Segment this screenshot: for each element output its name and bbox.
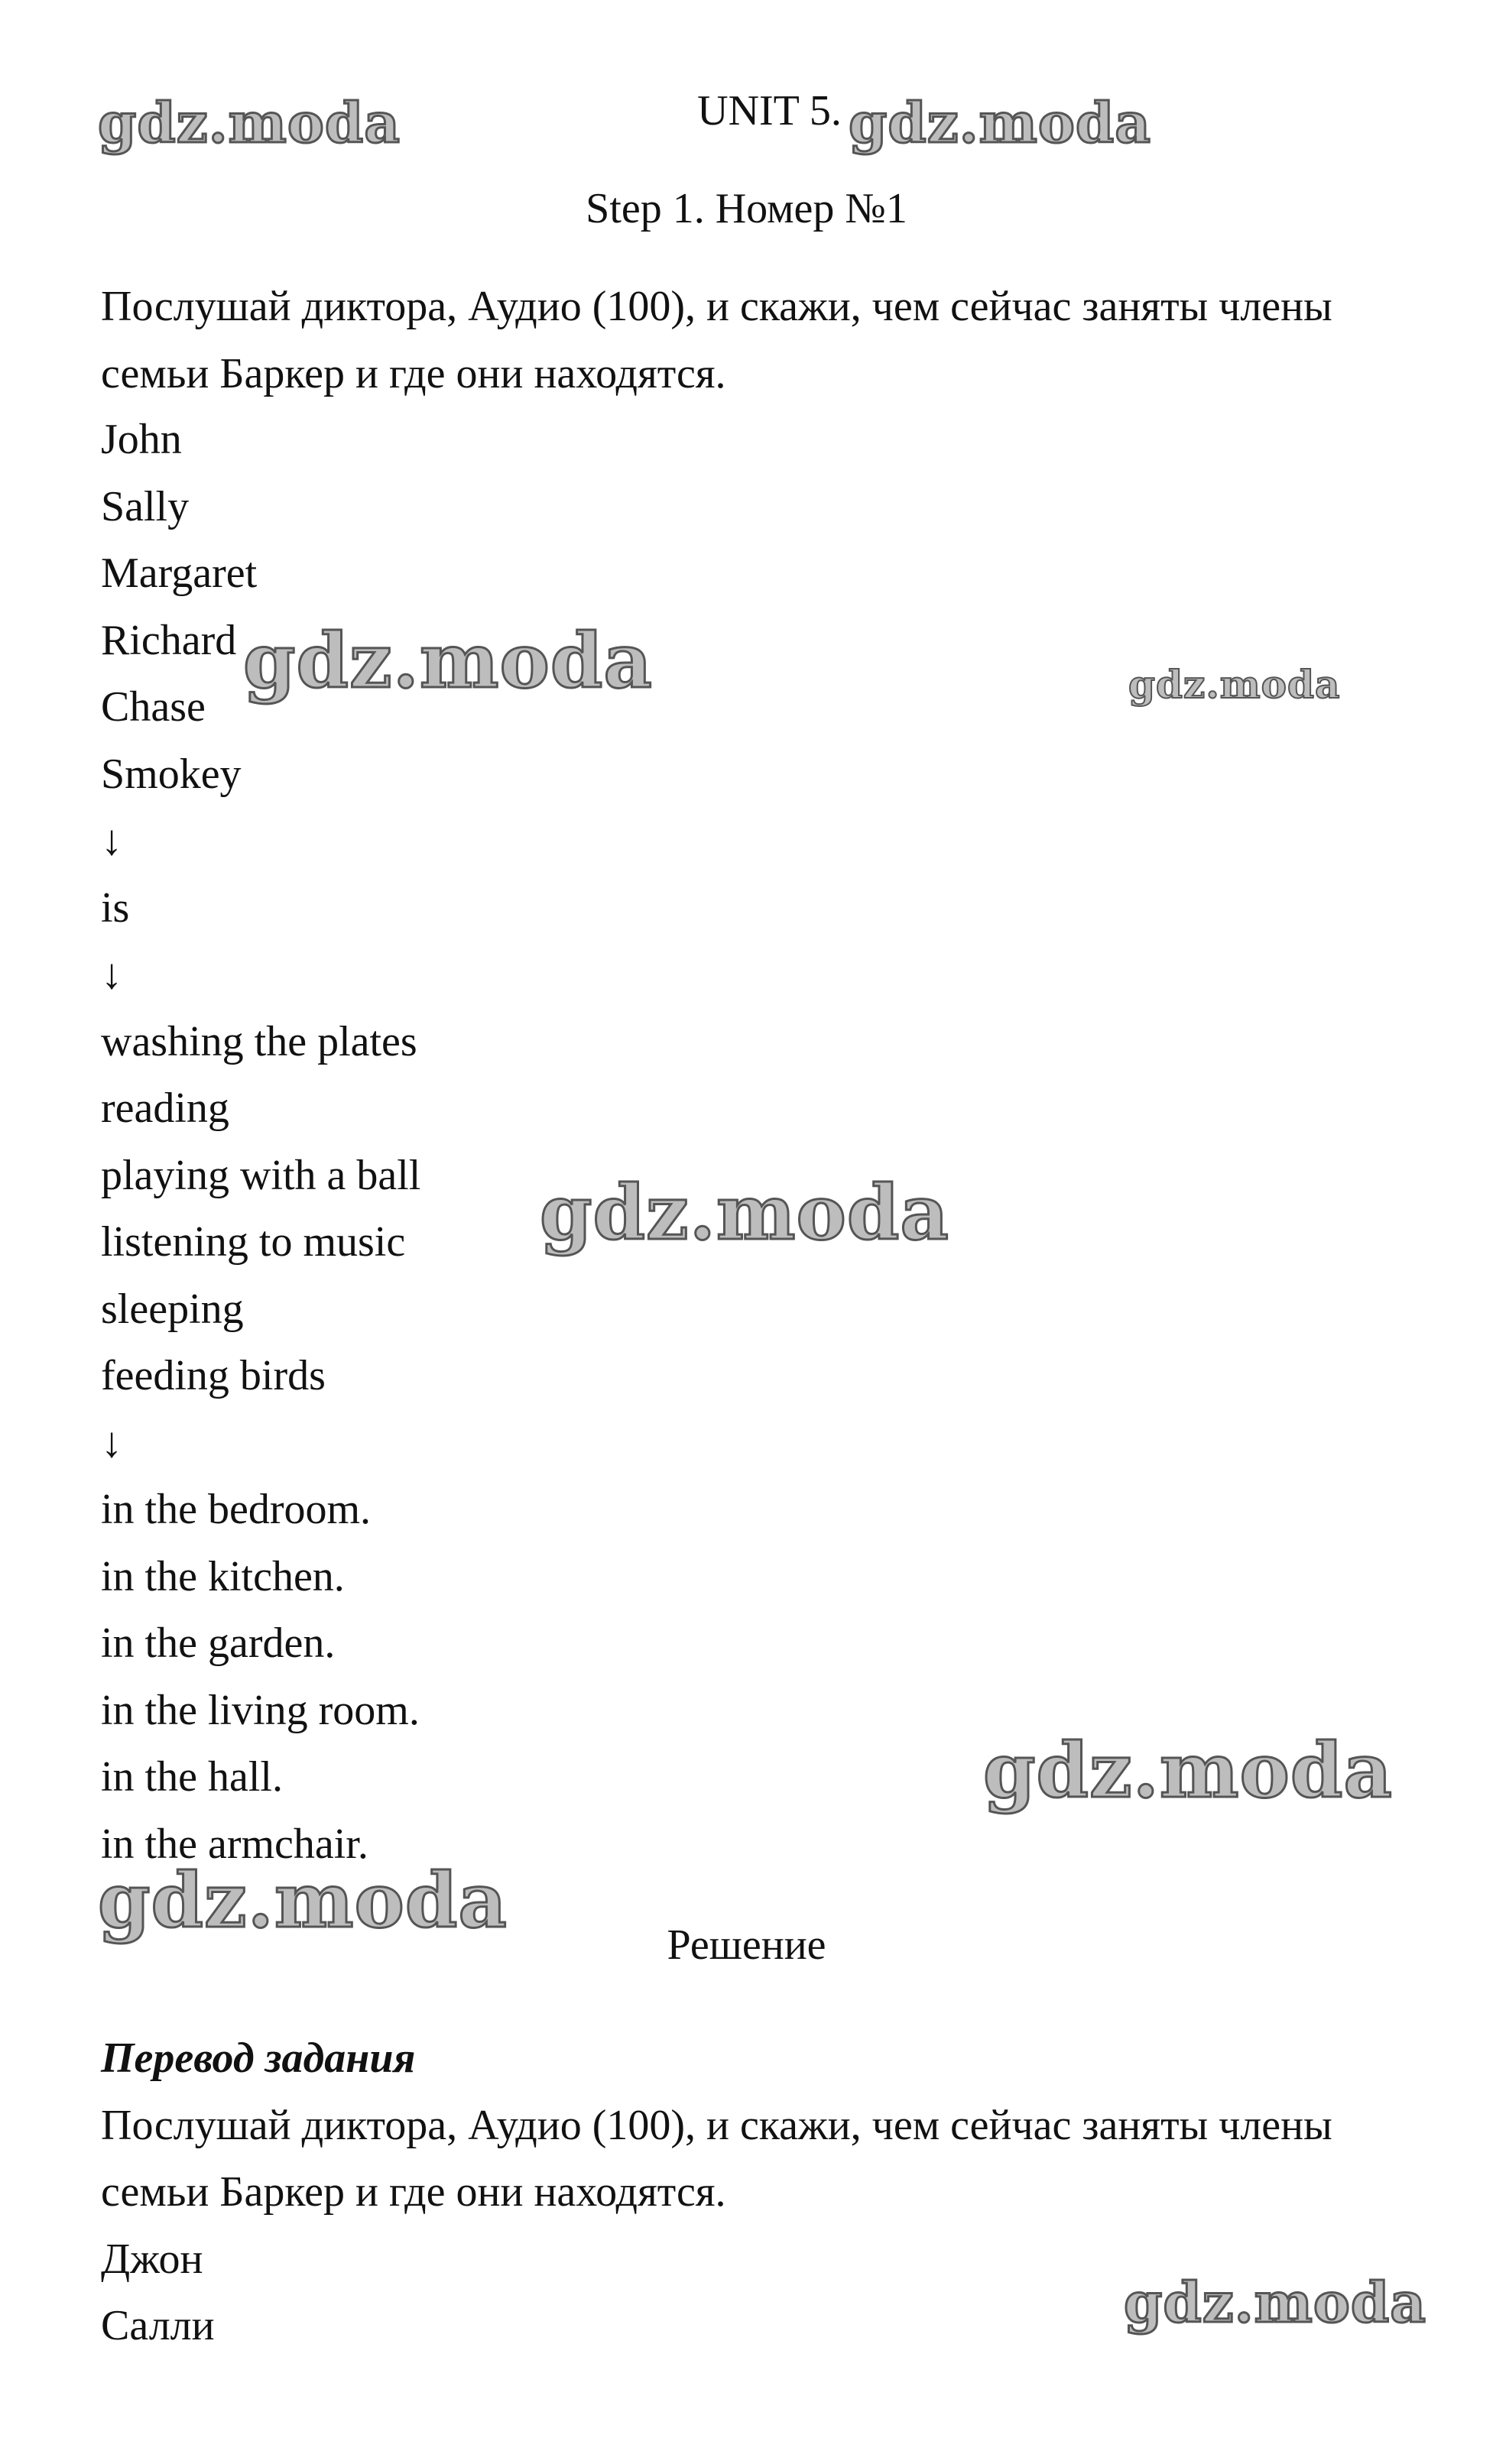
arrow-down-icon: ↓ bbox=[101, 1418, 122, 1467]
list-item: is bbox=[101, 883, 130, 932]
list-item: sleeping bbox=[101, 1285, 244, 1333]
task-instruction bbox=[101, 274, 1416, 407]
list-item: Chase bbox=[101, 683, 206, 731]
list-item: Sally bbox=[101, 482, 190, 530]
watermark-logo: gdz.moda bbox=[1124, 2270, 1426, 2335]
list-item: in the living room. bbox=[101, 1686, 420, 1734]
list-item: reading bbox=[101, 1084, 229, 1132]
watermark-logo: gdz.moda bbox=[98, 90, 401, 155]
list-item: feeding birds bbox=[101, 1352, 326, 1399]
watermark-logo: gdz.moda bbox=[243, 618, 653, 705]
list-item: in the hall. bbox=[101, 1753, 283, 1801]
list-item: John bbox=[101, 416, 182, 463]
list-item: Джон bbox=[101, 2235, 203, 2283]
list-item: listening to music bbox=[101, 1218, 406, 1266]
list-item: Smokey bbox=[101, 750, 242, 798]
list-item: in the armchair. bbox=[101, 1820, 368, 1868]
translation-instruction: Послушай диктора, Аудио (100), и скажи, чем сейчас заняты члены семьи Баркер и где они находятся. bbox=[101, 2101, 1332, 2216]
translation-heading: Перевод задания bbox=[101, 2034, 416, 2082]
watermark-logo: gdz.moda bbox=[849, 90, 1151, 155]
list-item: Салли bbox=[101, 2302, 215, 2349]
list-item: in the kitchen. bbox=[101, 1552, 345, 1600]
list-item: in the bedroom. bbox=[101, 1486, 372, 1533]
watermark-logo: gdz.moda bbox=[98, 1857, 508, 1945]
step-title: Step 1. Номер №1 bbox=[586, 185, 907, 232]
unit-title: UNIT 5. bbox=[697, 87, 842, 135]
list-item: Richard bbox=[101, 616, 237, 664]
arrow-down-icon: ↓ bbox=[101, 817, 122, 864]
list-item: in the garden. bbox=[101, 1619, 336, 1667]
list-item: playing with a ball bbox=[101, 1151, 421, 1199]
list-item: Margaret bbox=[101, 550, 258, 597]
watermark-logo: gdz.moda bbox=[1128, 662, 1341, 707]
arrow-down-icon: ↓ bbox=[101, 951, 122, 998]
watermark-logo: gdz.moda bbox=[983, 1727, 1393, 1815]
solution-title: Решение bbox=[667, 1921, 826, 1969]
list-item: washing the plates bbox=[101, 1017, 417, 1065]
task-instruction-text: Послушай диктора, Аудио (100), и скажи, чем сейчас заняты члены семьи Баркер и где они находятся. bbox=[101, 283, 1332, 397]
watermark-logo: gdz.moda bbox=[540, 1169, 949, 1257]
